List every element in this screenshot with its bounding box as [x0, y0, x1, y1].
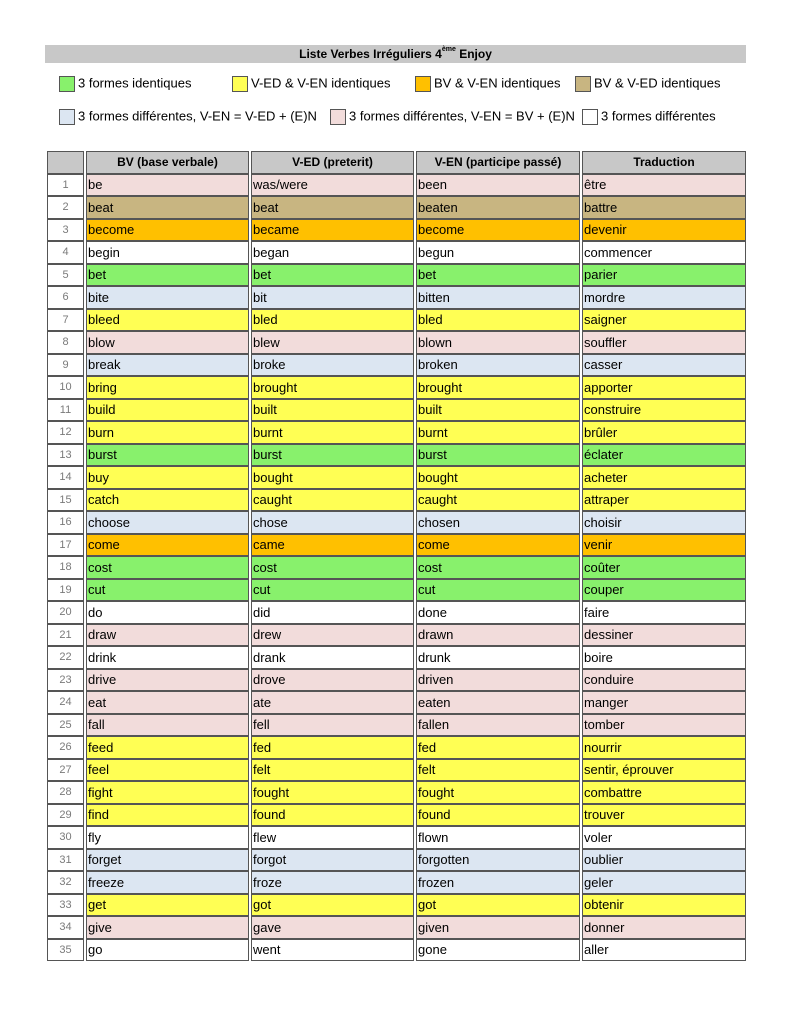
table-row: [47, 489, 746, 512]
cell-bv: drive: [86, 669, 249, 692]
row-number: 18: [47, 556, 84, 579]
cell-ven: cost: [416, 556, 580, 579]
cell-bv: find: [86, 804, 249, 827]
legend-item-bv-ven: [415, 74, 560, 93]
cell-ved: brought: [251, 376, 414, 399]
cell-translation: obtenir: [582, 894, 746, 917]
cell-ven: eaten: [416, 691, 580, 714]
cell-translation: oublier: [582, 849, 746, 872]
cell-bv: burst: [86, 444, 249, 467]
cell-translation: mordre: [582, 286, 746, 309]
cell-bv: fly: [86, 826, 249, 849]
table-row: [47, 849, 746, 872]
cell-bv: cost: [86, 556, 249, 579]
cell-ved: chose: [251, 511, 414, 534]
cell-ven: driven: [416, 669, 580, 692]
cell-ved: cost: [251, 556, 414, 579]
cell-ved: bet: [251, 264, 414, 287]
table-row: [47, 421, 746, 444]
table-row: [47, 601, 746, 624]
cell-translation: apporter: [582, 376, 746, 399]
cell-ven: found: [416, 804, 580, 827]
table-row: [47, 174, 746, 197]
cell-ved: found: [251, 804, 414, 827]
table-row: [47, 939, 746, 962]
legend-label: 3 formes identiques: [78, 75, 192, 91]
table-row: [47, 376, 746, 399]
cell-ven: felt: [416, 759, 580, 782]
row-number: 30: [47, 826, 84, 849]
cell-translation: acheter: [582, 466, 746, 489]
cell-bv: break: [86, 354, 249, 377]
row-number: 25: [47, 714, 84, 737]
cell-translation: souffler: [582, 331, 746, 354]
table-row: [47, 556, 746, 579]
cell-bv: fight: [86, 781, 249, 804]
header-number: [47, 151, 84, 174]
table-row: [47, 781, 746, 804]
cell-bv: get: [86, 894, 249, 917]
header-ven: V-EN (participe passé): [416, 151, 580, 174]
cell-ven: chosen: [416, 511, 580, 534]
table-row: [47, 691, 746, 714]
row-number: 8: [47, 331, 84, 354]
row-number: 23: [47, 669, 84, 692]
row-number: 22: [47, 646, 84, 669]
cell-ved: was/were: [251, 174, 414, 197]
cell-bv: drink: [86, 646, 249, 669]
legend-item-ved-ven: [232, 74, 390, 93]
cell-bv: cut: [86, 579, 249, 602]
cell-translation: conduire: [582, 669, 746, 692]
table-row: [47, 286, 746, 309]
cell-translation: tomber: [582, 714, 746, 737]
table-header-row: [47, 151, 746, 174]
cell-translation: trouver: [582, 804, 746, 827]
row-number: 15: [47, 489, 84, 512]
cell-bv: catch: [86, 489, 249, 512]
cell-ven: done: [416, 601, 580, 624]
cell-bv: fall: [86, 714, 249, 737]
cell-ven: gone: [416, 939, 580, 962]
page-title: [45, 45, 746, 63]
cell-ven: blown: [416, 331, 580, 354]
row-number: 16: [47, 511, 84, 534]
table-row: [47, 624, 746, 647]
row-number: 24: [47, 691, 84, 714]
verbs-table: [45, 151, 748, 961]
cell-bv: bleed: [86, 309, 249, 332]
legend-swatch-green: [59, 76, 75, 92]
cell-bv: be: [86, 174, 249, 197]
cell-translation: choisir: [582, 511, 746, 534]
row-number: 3: [47, 219, 84, 242]
cell-ved: blew: [251, 331, 414, 354]
legend-label: BV & V-EN identiques: [434, 75, 561, 91]
cell-ved: became: [251, 219, 414, 242]
cell-ved: forgot: [251, 849, 414, 872]
legend-item-diff-ved: [59, 107, 317, 126]
cell-bv: burn: [86, 421, 249, 444]
cell-ved: drew: [251, 624, 414, 647]
row-number: 31: [47, 849, 84, 872]
cell-translation: venir: [582, 534, 746, 557]
title-superscript: ème: [441, 46, 456, 53]
cell-translation: nourrir: [582, 736, 746, 759]
table-row: [47, 579, 746, 602]
header-bv: BV (base verbale): [86, 151, 249, 174]
cell-ved: went: [251, 939, 414, 962]
cell-ved: built: [251, 399, 414, 422]
table-row: [47, 826, 746, 849]
cell-ved: did: [251, 601, 414, 624]
table-row: [47, 646, 746, 669]
cell-bv: do: [86, 601, 249, 624]
cell-bv: bring: [86, 376, 249, 399]
cell-translation: battre: [582, 196, 746, 219]
cell-translation: commencer: [582, 241, 746, 264]
row-number: 21: [47, 624, 84, 647]
cell-ved: began: [251, 241, 414, 264]
row-number: 13: [47, 444, 84, 467]
cell-ved: broke: [251, 354, 414, 377]
cell-ved: beat: [251, 196, 414, 219]
cell-ven: drawn: [416, 624, 580, 647]
legend-label: 3 formes différentes: [601, 108, 716, 124]
cell-translation: faire: [582, 601, 746, 624]
row-number: 14: [47, 466, 84, 489]
table-row: [47, 241, 746, 264]
cell-ved: froze: [251, 871, 414, 894]
table-row: [47, 196, 746, 219]
cell-bv: blow: [86, 331, 249, 354]
row-number: 33: [47, 894, 84, 917]
cell-ved: fell: [251, 714, 414, 737]
cell-ven: drunk: [416, 646, 580, 669]
cell-bv: build: [86, 399, 249, 422]
cell-bv: eat: [86, 691, 249, 714]
row-number: 34: [47, 916, 84, 939]
legend-item-identical: [59, 74, 191, 93]
cell-bv: give: [86, 916, 249, 939]
cell-ved: bled: [251, 309, 414, 332]
cell-bv: come: [86, 534, 249, 557]
table-row: [47, 219, 746, 242]
row-number: 1: [47, 174, 84, 197]
cell-bv: become: [86, 219, 249, 242]
table-row: [47, 916, 746, 939]
cell-translation: éclater: [582, 444, 746, 467]
table-row: [47, 759, 746, 782]
row-number: 27: [47, 759, 84, 782]
legend-swatch-orange: [415, 76, 431, 92]
cell-bv: freeze: [86, 871, 249, 894]
cell-translation: attraper: [582, 489, 746, 512]
row-number: 26: [47, 736, 84, 759]
legend-swatch-pink: [330, 109, 346, 125]
cell-translation: aller: [582, 939, 746, 962]
cell-bv: feed: [86, 736, 249, 759]
row-number: 35: [47, 939, 84, 962]
cell-ven: forgotten: [416, 849, 580, 872]
cell-ven: flown: [416, 826, 580, 849]
cell-translation: manger: [582, 691, 746, 714]
cell-ved: bought: [251, 466, 414, 489]
cell-bv: feel: [86, 759, 249, 782]
table-row: [47, 736, 746, 759]
cell-translation: voler: [582, 826, 746, 849]
cell-translation: casser: [582, 354, 746, 377]
table-body: [47, 174, 746, 962]
table-row: [47, 511, 746, 534]
table-row: [47, 399, 746, 422]
cell-ved: cut: [251, 579, 414, 602]
cell-translation: construire: [582, 399, 746, 422]
header-ved: V-ED (preterit): [251, 151, 414, 174]
cell-translation: geler: [582, 871, 746, 894]
table-row: [47, 264, 746, 287]
legend-label: 3 formes différentes, V-EN = V-ED + (E)N: [78, 108, 317, 124]
legend-swatch-blue: [59, 109, 75, 125]
cell-ved: gave: [251, 916, 414, 939]
cell-ved: came: [251, 534, 414, 557]
cell-ved: fought: [251, 781, 414, 804]
row-number: 7: [47, 309, 84, 332]
legend-label: BV & V-ED identiques: [594, 75, 721, 91]
cell-bv: buy: [86, 466, 249, 489]
row-number: 6: [47, 286, 84, 309]
table-row: [47, 669, 746, 692]
cell-ved: felt: [251, 759, 414, 782]
cell-ven: burnt: [416, 421, 580, 444]
cell-ven: bet: [416, 264, 580, 287]
legend-swatch-tan: [575, 76, 591, 92]
cell-ved: drank: [251, 646, 414, 669]
table-row: [47, 466, 746, 489]
cell-translation: donner: [582, 916, 746, 939]
cell-ved: bit: [251, 286, 414, 309]
row-number: 32: [47, 871, 84, 894]
cell-bv: bite: [86, 286, 249, 309]
cell-ven: been: [416, 174, 580, 197]
legend-label: V-ED & V-EN identiques: [251, 75, 391, 91]
cell-ven: broken: [416, 354, 580, 377]
header-translation: Traduction: [582, 151, 746, 174]
cell-translation: dessiner: [582, 624, 746, 647]
table-row: [47, 444, 746, 467]
cell-translation: saigner: [582, 309, 746, 332]
cell-ved: burnt: [251, 421, 414, 444]
cell-bv: begin: [86, 241, 249, 264]
table-row: [47, 331, 746, 354]
row-number: 5: [47, 264, 84, 287]
table-row: [47, 894, 746, 917]
legend-label: 3 formes différentes, V-EN = BV + (E)N: [349, 108, 575, 124]
cell-ven: caught: [416, 489, 580, 512]
cell-bv: draw: [86, 624, 249, 647]
legend-swatch-white: [582, 109, 598, 125]
row-number: 11: [47, 399, 84, 422]
cell-ven: given: [416, 916, 580, 939]
row-number: 2: [47, 196, 84, 219]
cell-ved: flew: [251, 826, 414, 849]
cell-ven: come: [416, 534, 580, 557]
cell-translation: couper: [582, 579, 746, 602]
row-number: 20: [47, 601, 84, 624]
cell-ved: fed: [251, 736, 414, 759]
cell-translation: boire: [582, 646, 746, 669]
cell-ven: got: [416, 894, 580, 917]
cell-translation: combattre: [582, 781, 746, 804]
cell-ven: brought: [416, 376, 580, 399]
cell-ven: bought: [416, 466, 580, 489]
cell-bv: go: [86, 939, 249, 962]
row-number: 17: [47, 534, 84, 557]
cell-translation: sentir, éprouver: [582, 759, 746, 782]
row-number: 29: [47, 804, 84, 827]
cell-bv: beat: [86, 196, 249, 219]
legend-item-diff-bv: [330, 107, 575, 126]
table-row: [47, 354, 746, 377]
cell-translation: parier: [582, 264, 746, 287]
cell-bv: forget: [86, 849, 249, 872]
table-row: [47, 534, 746, 557]
legend-item-bv-ved: [575, 74, 720, 93]
cell-bv: choose: [86, 511, 249, 534]
table-row: [47, 804, 746, 827]
row-number: 19: [47, 579, 84, 602]
cell-ven: fought: [416, 781, 580, 804]
title-suffix: Enjoy: [455, 47, 492, 61]
row-number: 28: [47, 781, 84, 804]
legend-swatch-yellow: [232, 76, 248, 92]
cell-translation: brûler: [582, 421, 746, 444]
cell-ved: caught: [251, 489, 414, 512]
cell-translation: devenir: [582, 219, 746, 242]
row-number: 4: [47, 241, 84, 264]
cell-ved: got: [251, 894, 414, 917]
cell-ven: begun: [416, 241, 580, 264]
cell-ven: beaten: [416, 196, 580, 219]
cell-ven: fallen: [416, 714, 580, 737]
cell-bv: bet: [86, 264, 249, 287]
cell-ven: built: [416, 399, 580, 422]
cell-ven: become: [416, 219, 580, 242]
cell-translation: coûter: [582, 556, 746, 579]
cell-ved: drove: [251, 669, 414, 692]
cell-ven: frozen: [416, 871, 580, 894]
row-number: 9: [47, 354, 84, 377]
cell-ven: cut: [416, 579, 580, 602]
table-row: [47, 871, 746, 894]
cell-ven: fed: [416, 736, 580, 759]
cell-ved: burst: [251, 444, 414, 467]
legend-item-diff: [582, 107, 716, 126]
cell-ven: burst: [416, 444, 580, 467]
cell-translation: être: [582, 174, 746, 197]
table-row: [47, 309, 746, 332]
cell-ved: ate: [251, 691, 414, 714]
row-number: 10: [47, 376, 84, 399]
cell-ven: bled: [416, 309, 580, 332]
table-row: [47, 714, 746, 737]
cell-ven: bitten: [416, 286, 580, 309]
title-main: Liste Verbes Irréguliers 4: [299, 47, 442, 61]
row-number: 12: [47, 421, 84, 444]
